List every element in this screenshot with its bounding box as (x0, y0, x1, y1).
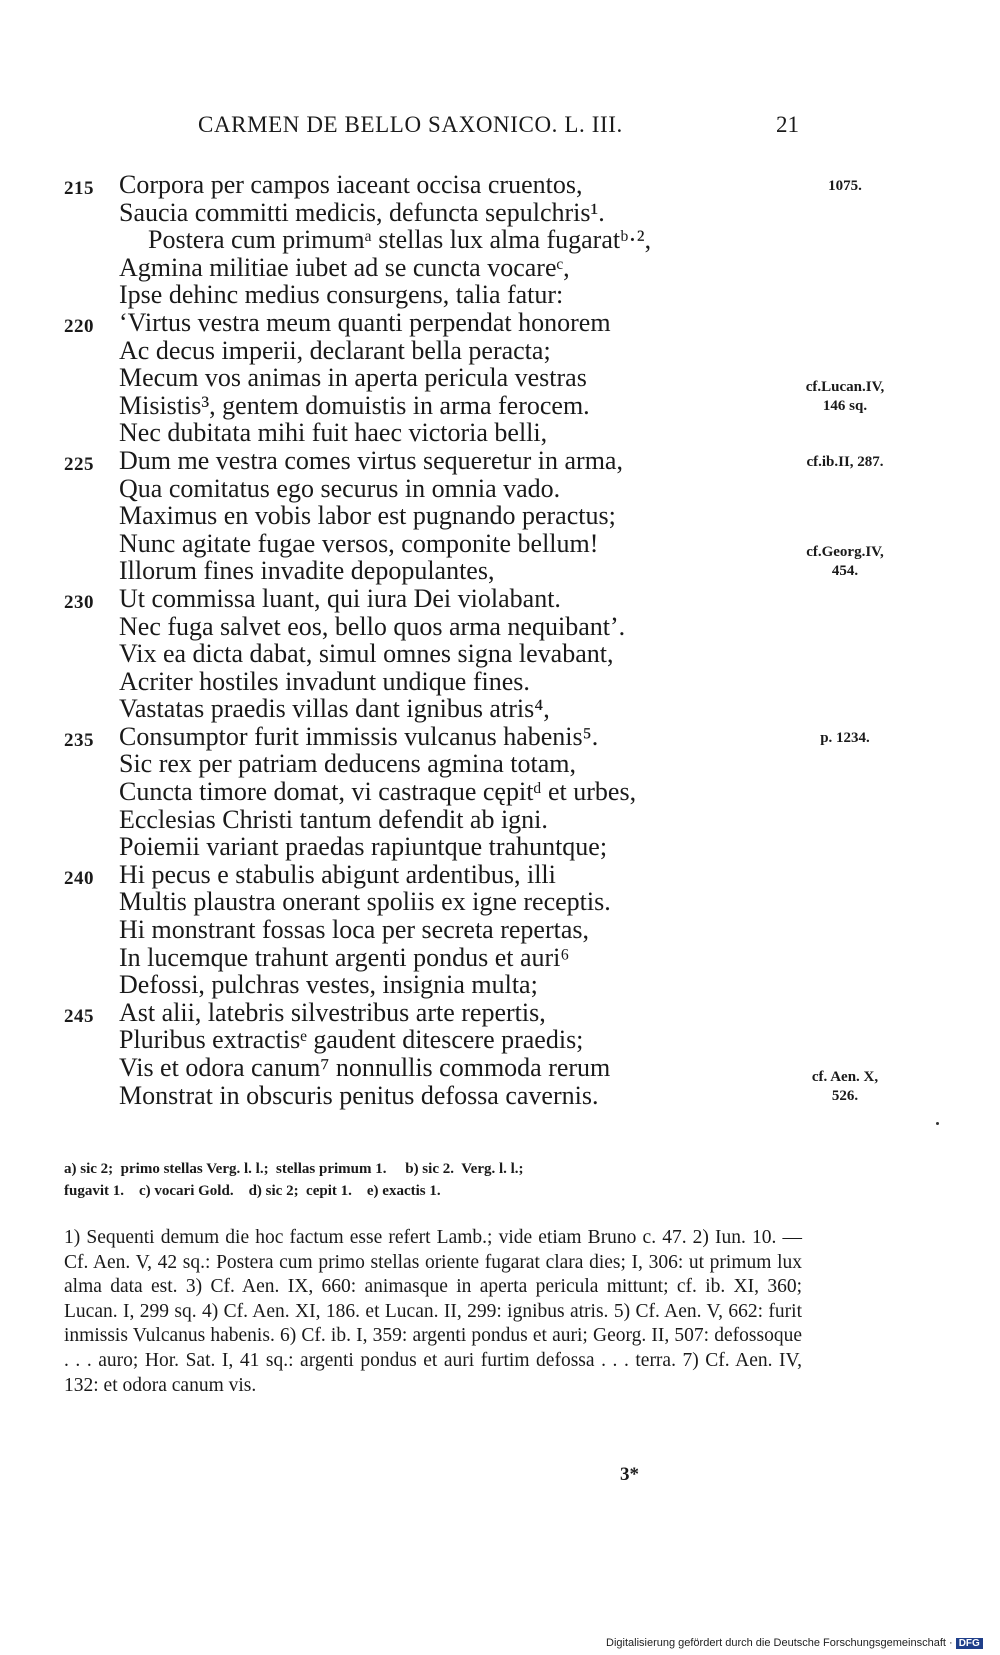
apparatus-line: fugavit 1. c) vocari Gold. d) sic 2; cepit 1. e) exactis 1. (64, 1183, 441, 1199)
verse-line (0, 502, 1000, 530)
verse-line (0, 888, 1000, 916)
verse-line (0, 723, 1000, 751)
verse-line (0, 309, 1000, 337)
verse-line (0, 640, 1000, 668)
verse-line (0, 916, 1000, 944)
verse-text: Pluribus extractisᵉ gaudent ditescere praedis; (119, 1025, 584, 1055)
verse-line (0, 861, 1000, 889)
verse-text: Vis et odora canum⁷ nonnullis commoda rerum (119, 1053, 611, 1082)
verse-line (0, 281, 1000, 309)
dfg-logo: DFG (956, 1638, 983, 1649)
page-number: 21 (776, 112, 799, 137)
footnotes (64, 1226, 802, 1398)
verse-text: Hi monstrant fossas loca per secreta repertas, (119, 915, 589, 945)
verse-text: Corpora per campos iaceant occisa cruentos, (119, 170, 583, 199)
verse-text: Sic rex per patriam deducens agmina totam, (119, 749, 577, 779)
verse-text: Mecum vos animas in aperta pericula vestras (119, 363, 587, 393)
verse-text: Poiemii variant praedas rapiuntque trahuntque; (119, 832, 608, 862)
verse-line (0, 447, 1000, 475)
verse-line (0, 778, 1000, 806)
verse-line (0, 171, 1000, 199)
verse-text: ‘Virtus vestra meum quanti perpendat honorem (119, 307, 611, 337)
verse-text: Monstrat in obscuris penitus defossa cavernis. (119, 1080, 599, 1110)
verse-text: Vix ea dicta dabat, simul omnes signa levabant, (119, 639, 614, 669)
verse-text: Dum me vestra comes virtus sequeretur in arma, (119, 445, 623, 475)
verse-text: Qua comitatus ego securus in omnia vado. (119, 473, 561, 503)
scan-speck (936, 1122, 939, 1125)
verse-text: In lucemque trahunt argenti pondus et auri⁶ (119, 942, 570, 972)
verse-line (0, 750, 1000, 778)
verse-text: Misistis³, gentem domuistis in arma ferocem. (119, 390, 590, 420)
verse-line (0, 944, 1000, 972)
verse-line (0, 199, 1000, 227)
poem-body (0, 171, 1000, 1109)
verse-text: Saucia committi medicis, defuncta sepulchris¹. (119, 197, 605, 227)
verse-line (0, 419, 1000, 447)
verse-text: Ast alii, latebris silvestribus arte repertis, (119, 997, 546, 1027)
verse-text: Acriter hostiles invadunt undique fines. (119, 666, 530, 696)
line-number: 215 (64, 178, 94, 199)
margin-reference: cf.ib.II, 287. (806, 453, 884, 470)
margin-reference: cf. Aen. X, 526. (811, 1068, 879, 1104)
footer-text: Digitalisierung gefördert durch die Deutsche Forschungsgemeinschaft · (606, 1637, 953, 1649)
verse-text: Ecclesias Christi tantum defendit ab igni. (119, 804, 548, 834)
digitization-footer (606, 1637, 983, 1649)
verse-line (0, 833, 1000, 861)
line-number: 245 (64, 1005, 94, 1027)
verse-line (0, 999, 1000, 1027)
margin-reference: cf.Georg.IV, 454. (806, 544, 884, 580)
verse-line (0, 668, 1000, 696)
verse-text: Vastatas praedis villas dant ignibus atris⁴, (119, 694, 550, 724)
verse-text: Maximus en vobis labor est pugnando peractus; (119, 501, 616, 531)
page-header (0, 112, 1000, 146)
margin-reference: 1075. (828, 178, 862, 194)
signature-mark: 3* (620, 1464, 639, 1485)
verse-line (0, 337, 1000, 365)
verse-line (0, 613, 1000, 641)
verse-text: Agmina militiae iubet ad se cuncta vocareᶜ, (119, 252, 570, 282)
verse-text: Nec dubitata mihi fuit haec victoria belli, (119, 418, 548, 448)
line-number: 225 (64, 453, 94, 475)
verse-line (0, 254, 1000, 282)
margin-reference: cf.Lucan.IV, 146 sq. (805, 378, 885, 414)
verse-text: Hi pecus e stabulis abigunt ardentibus, illi (119, 859, 556, 889)
verse-line (0, 1068, 1000, 1110)
verse-line (0, 226, 1000, 254)
line-number: 230 (64, 591, 94, 613)
verse-line (0, 806, 1000, 834)
verse-text: Ipse dehinc medius consurgens, talia fatur: (119, 280, 564, 310)
verse-text: Consumptor furit immissis vulcanus habenis⁵. (119, 721, 599, 751)
verse-text: Defossi, pulchras vestes, insignia multa; (119, 970, 538, 1000)
verse-line (0, 544, 1000, 586)
verse-text: Illorum fines invadite depopulantes, (119, 556, 495, 586)
verse-text: Postera cum primumᵃ stellas lux alma fugaratᵇ·², (148, 225, 652, 255)
verse-text: Ut commissa luant, qui iura Dei violabant. (119, 583, 561, 613)
critical-apparatus (64, 1158, 804, 1202)
verse-text: Ac decus imperii, declarant bella peracta; (119, 335, 551, 365)
verse-line (0, 1026, 1000, 1054)
verse-text: Nec fuga salvet eos, bello quos arma nequibant’. (119, 611, 626, 641)
apparatus-line: a) sic 2; primo stellas Verg. l. l.; stellas primum 1. b) sic 2. Verg. l. l.; (64, 1161, 524, 1177)
margin-reference: p. 1234. (820, 729, 870, 746)
footnote-paragraph: 1) Sequenti demum die hoc factum esse refert Lamb.; vide etiam Bruno c. 47. 2) Iun. 10. — Cf. Aen. V, 42 sq.: Postera cum primo stellas oriente fugarat clara dies; I, 306: ut primum lux alma data est. 3) Cf. Aen. IX, 660: animasque in aperta pericula mittunt; cf. ib. XI, 360; Lucan. I, 299 sq. 4) Cf. Aen. XI, 186. et Lucan. II, 299: ignibus atris. 5) Cf. Aen. V, 662: furit inmissis Vulcanus habenis. 6) Cf. ib. I, 359: argenti pondus et auri; Georg. II, 507: defossoque . . . auro; Hor. Sat. I, 41 sq.: argenti pondus et auri furtim defossa . . . terra. 7) Cf. Aen. IV, 132: et odora canum vis. (64, 1227, 802, 1396)
running-title: CARMEN DE BELLO SAXONICO. L. III. (198, 112, 623, 137)
line-number: 240 (64, 867, 94, 889)
verse-line (0, 695, 1000, 723)
verse-text: Nunc agitate fugae versos, componite bellum! (119, 528, 599, 558)
verse-line (0, 475, 1000, 503)
line-number: 235 (64, 729, 94, 751)
line-number: 220 (64, 315, 94, 337)
verse-line (0, 585, 1000, 613)
verse-text: Cuncta timore domat, vi castraque cępitᵈ et urbes, (119, 777, 637, 807)
verse-text: Multis plaustra onerant spoliis ex igne receptis. (119, 887, 611, 917)
verse-line (0, 971, 1000, 999)
